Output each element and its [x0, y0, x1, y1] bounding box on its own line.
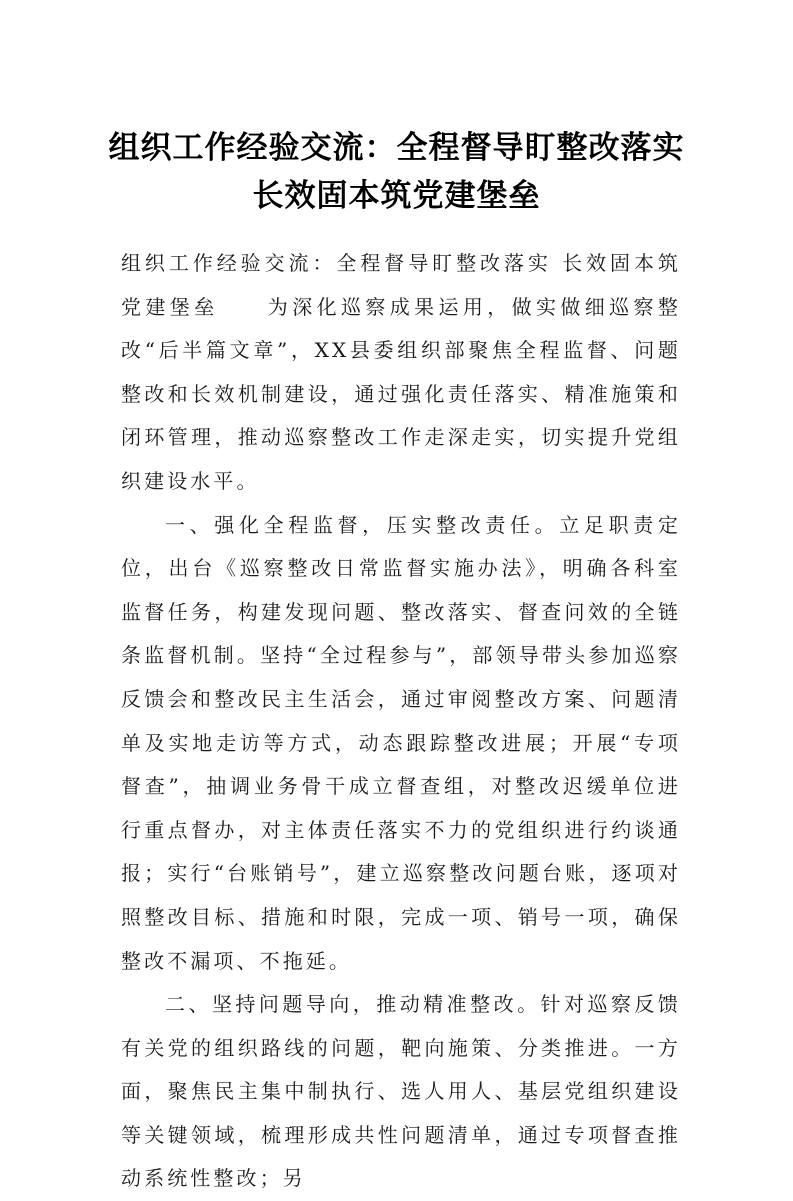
intro-heading: 组织工作经验交流：全程督导盯整改落实 长效固本筑党建堡垒 [121, 251, 681, 319]
document-title-line-1: 组织工作经验交流：全程督导盯整改落实 [108, 130, 685, 166]
document-title-line-2: 长效固本筑党建堡垒 [252, 178, 541, 214]
intro-paragraph [121, 242, 681, 504]
document-body [121, 242, 681, 1201]
paragraph-1: 一、强化全程监督，压实整改责任。立足职责定位，出台《巡察整改日常监督实施办法》，明确各科室监督任务，构建发现问题、整改落实、督查问效的全链条监督机制。坚持“全过程参与”，部领导带头参加巡察反馈会和整改民主生活会，通过审阅整改方案、问题清单及实地走访等方式，动态跟踪整改进展；开展“专项督查”，抽调业务骨干成立督查组，对整改迟缓单位进行重点督办，对主体责任落实不力的党组织进行约谈通报；实行“台账销号”，建立巡察整改问题台账，逐项对照整改目标、措施和时限，完成一项、销号一项，确保整改不漏项、不拖延。 [121, 512, 681, 973]
intro-body: 为深化巡察成果运用，做实做细巡察整改“后半篇文章”，XX县委组织部聚焦全程监督、问题整改和长效机制建设，通过强化责任落实、精准施策和闭环管理，推动巡察整改工作走深走实，切实提升党组织建设水平。 [121, 294, 681, 493]
paragraph-2: 二、坚持问题导向，推动精准整改。针对巡察反馈有关党的组织路线的问题，靶向施策、分类推进。一方面，聚焦民主集中制执行、选人用人、基层党组织建设等关键领域，梳理形成共性问题清单，通过专项督查推动系统性整改；另 [121, 992, 681, 1191]
